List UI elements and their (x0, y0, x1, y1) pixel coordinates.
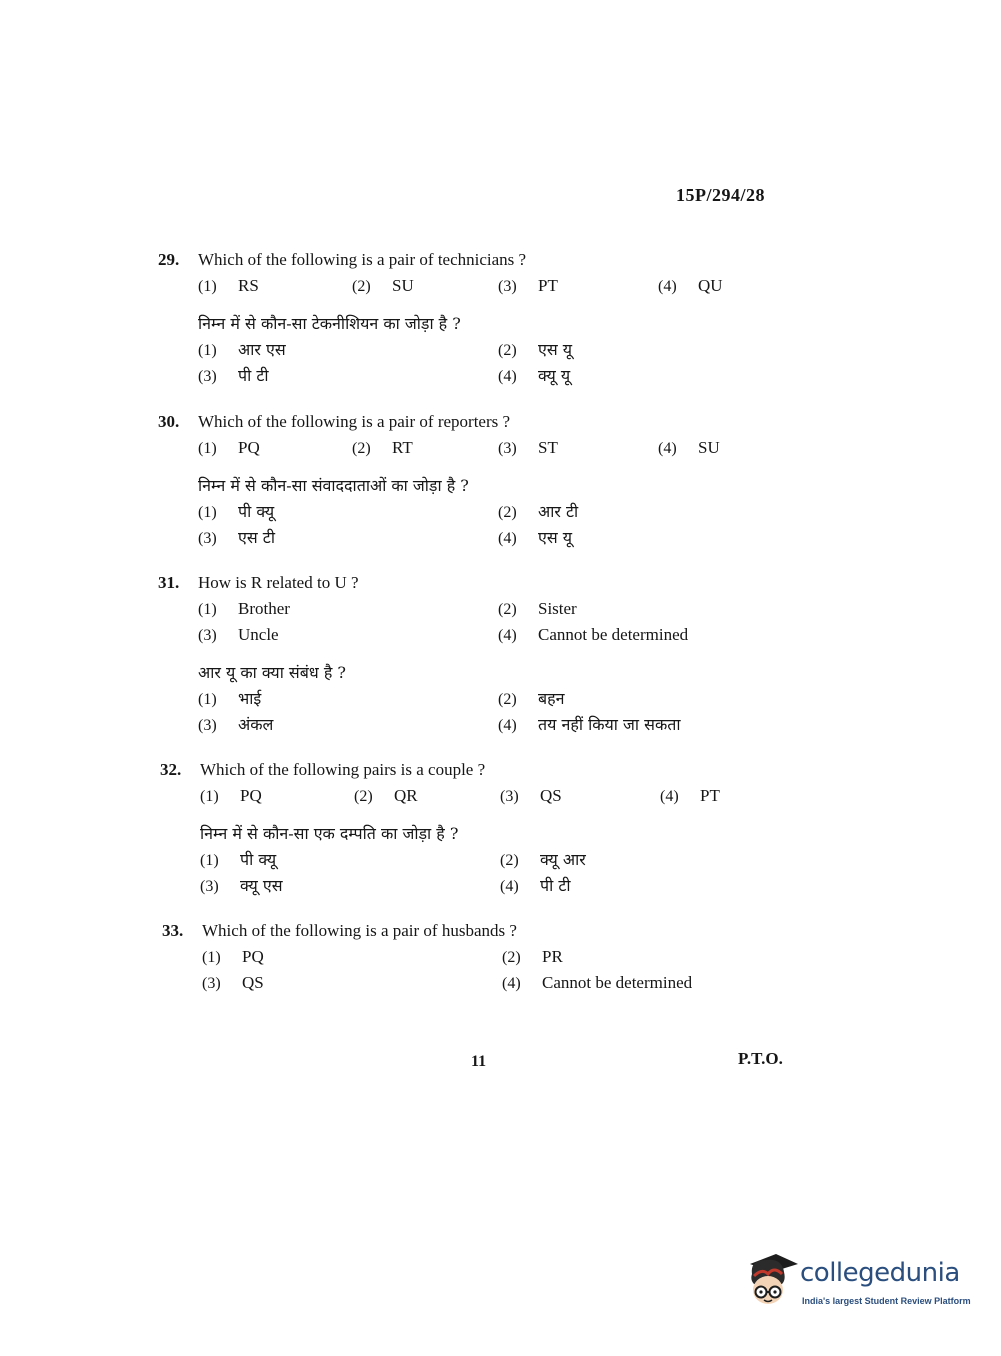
option: (4) Cannot be determined (498, 625, 689, 644)
option: (2) PR (502, 947, 563, 966)
question-text-english: Which of the following pairs is a couple ? (200, 760, 486, 779)
option: (1) PQ (198, 438, 260, 457)
option: (2) SU (352, 276, 414, 295)
option: (3) अंकल (198, 715, 274, 734)
option: (2) Sister (498, 599, 577, 618)
option: (3) Uncle (198, 625, 279, 644)
option: (2) RT (352, 438, 413, 457)
question-text-english: Which of the following is a pair of technicians ? (198, 250, 527, 269)
question-number: 30. (158, 412, 180, 431)
page-number: 11 (471, 1053, 487, 1070)
option: (4) SU (658, 438, 720, 457)
option: (4) Cannot be determined (502, 973, 693, 992)
paper-code: 15P/294/28 (676, 185, 765, 205)
option: (1) भाई (198, 689, 262, 708)
option: (3) एस टी (198, 528, 275, 547)
option: (3) ST (498, 438, 558, 457)
option: (3) QS (500, 786, 562, 805)
question-text-english: How is R related to U ? (198, 573, 359, 592)
option: (4) PT (660, 786, 720, 805)
option: (2) क्यू आर (500, 850, 586, 869)
question-number: 31. (158, 573, 180, 592)
collegedunia-watermark (742, 1250, 972, 1320)
pto-label: P.T.O. (738, 1049, 783, 1068)
option: (1) पी क्यू (200, 850, 277, 869)
option: (2) आर टी (498, 502, 579, 521)
option: (2) बहन (498, 689, 565, 708)
option: (3) क्यू एस (200, 876, 283, 895)
option: (4) तय नहीं किया जा सकता (498, 715, 681, 734)
question-text-english: Which of the following is a pair of husbands ? (202, 921, 517, 940)
option: (4) QU (658, 276, 723, 295)
student-mascot-icon (742, 1250, 798, 1312)
option: (2) QR (354, 786, 418, 805)
option: (4) पी टी (500, 876, 571, 895)
option: (3) QS (202, 973, 264, 992)
question-33 (162, 921, 802, 999)
option: (4) क्यू यू (498, 366, 571, 385)
option: (1) RS (198, 276, 259, 295)
option: (3) पी टी (198, 366, 269, 385)
question-text-hindi: निम्न में से कौन-सा एक दम्पति का जोड़ा है ? (200, 824, 459, 843)
option: (3) PT (498, 276, 558, 295)
question-30 (158, 412, 798, 552)
question-number: 33. (162, 921, 184, 940)
option: (2) एस यू (498, 340, 573, 359)
brand-name: collegedunia (800, 1258, 960, 1288)
option: (1) PQ (200, 786, 262, 805)
question-number: 29. (158, 250, 180, 269)
question-31 (158, 573, 798, 739)
option: (1) Brother (198, 599, 290, 618)
question-text-hindi: निम्न में से कौन-सा संवाददाताओं का जोड़ा है ? (198, 476, 469, 495)
option: (1) पी क्यू (198, 502, 275, 521)
option: (1) आर एस (198, 340, 286, 359)
option: (4) एस यू (498, 528, 573, 547)
question-text-english: Which of the following is a pair of reporters ? (198, 412, 511, 431)
question-32 (160, 760, 800, 900)
option: (1) PQ (202, 947, 264, 966)
question-number: 32. (160, 760, 182, 779)
brand-tagline: India's largest Student Review Platform (802, 1296, 971, 1306)
question-text-hindi: निम्न में से कौन-सा टेकनीशियन का जोड़ा है ? (198, 314, 461, 333)
question-text-hindi: आर यू का क्या संबंध है ? (198, 663, 346, 682)
question-29 (158, 250, 798, 390)
